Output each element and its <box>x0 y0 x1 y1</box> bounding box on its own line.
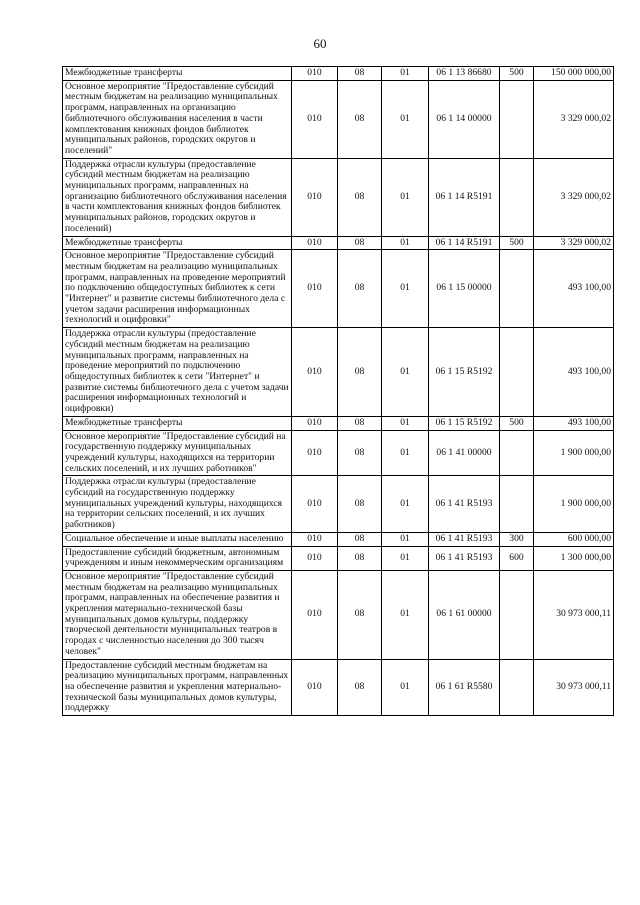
row-target-article: 06 1 13 86680 <box>429 67 500 81</box>
row-subsection: 01 <box>382 416 429 430</box>
row-section: 08 <box>338 328 382 417</box>
row-gov-code: 010 <box>292 570 338 659</box>
row-expense-type <box>500 430 534 476</box>
row-target-article: 06 1 14 00000 <box>429 80 500 158</box>
row-subsection: 01 <box>382 659 429 716</box>
row-gov-code: 010 <box>292 236 338 250</box>
row-name: Социальное обеспечение и иные выплаты населению <box>63 532 292 546</box>
row-gov-code: 010 <box>292 476 338 533</box>
row-section: 08 <box>338 158 382 236</box>
row-subsection: 01 <box>382 532 429 546</box>
row-gov-code: 010 <box>292 659 338 716</box>
row-section: 08 <box>338 570 382 659</box>
row-name: Основное мероприятие "Предоставление субсидий местным бюджетам на реализацию муниципальных программ, направленных на обеспечение развития и укрепления материально-технической базы муниципальных домов культуры, поддержку творческой деятельности муниципальных театров в городах с численностью населения до 300 тысяч человек" <box>63 570 292 659</box>
row-expense-type <box>500 250 534 328</box>
row-subsection: 01 <box>382 236 429 250</box>
table-row <box>63 570 614 659</box>
table-row <box>63 250 614 328</box>
row-subsection: 01 <box>382 546 429 570</box>
table-row <box>63 80 614 158</box>
row-gov-code: 010 <box>292 430 338 476</box>
row-expense-type <box>500 328 534 417</box>
row-subsection: 01 <box>382 67 429 81</box>
table-row <box>63 416 614 430</box>
row-expense-type <box>500 570 534 659</box>
row-target-article: 06 1 41 R5193 <box>429 546 500 570</box>
row-section: 08 <box>338 67 382 81</box>
table-row <box>63 236 614 250</box>
row-gov-code: 010 <box>292 416 338 430</box>
row-amount: 30 973 000,11 <box>534 570 614 659</box>
table-row <box>63 328 614 417</box>
table-row <box>63 476 614 533</box>
row-amount: 1 900 000,00 <box>534 476 614 533</box>
row-section: 08 <box>338 659 382 716</box>
row-amount: 150 000 000,00 <box>534 67 614 81</box>
row-section: 08 <box>338 236 382 250</box>
row-gov-code: 010 <box>292 532 338 546</box>
row-expense-type: 500 <box>500 416 534 430</box>
row-name: Поддержка отрасли культуры (предоставление субсидий местным бюджетам на реализацию муниципальных программ, направленных на проведение мероприятий по подключению общедоступных библиотек к сети "Интернет" и развитие системы библиотечного дела с учетом задачи расширения информационных технологий и оцифровки) <box>63 328 292 417</box>
row-expense-type <box>500 476 534 533</box>
row-amount: 3 329 000,02 <box>534 236 614 250</box>
row-name: Основное мероприятие "Предоставление субсидий местным бюджетам на реализацию муниципальных программ, направленных на организацию библиотечного обслуживания населения в части комплектования книжных фондов библиотек муниципальных районов, городских округов и поселений" <box>63 80 292 158</box>
row-gov-code: 010 <box>292 250 338 328</box>
row-amount: 1 900 000,00 <box>534 430 614 476</box>
row-section: 08 <box>338 416 382 430</box>
row-name: Основное мероприятие "Предоставление субсидий местным бюджетам на реализацию муниципальных программ, направленных на проведение мероприятий по подключению общедоступных библиотек к сети "Интернет" и развитие системы библиотечного дела с учетом задачи расширения информационных технологий и оцифровки" <box>63 250 292 328</box>
row-amount: 3 329 000,02 <box>534 80 614 158</box>
row-name: Поддержка отрасли культуры (предоставление субсидий местным бюджетам на реализацию муниципальных программ, направленных на организацию библиотечного обслуживания населения в части комплектования книжных фондов библиотек муниципальных районов, городских округов и поселений) <box>63 158 292 236</box>
row-name: Межбюджетные трансферты <box>63 416 292 430</box>
row-target-article: 06 1 15 00000 <box>429 250 500 328</box>
table-row <box>63 532 614 546</box>
row-section: 08 <box>338 250 382 328</box>
row-name: Межбюджетные трансферты <box>63 67 292 81</box>
row-target-article: 06 1 15 R5192 <box>429 328 500 417</box>
table-row <box>63 546 614 570</box>
row-amount: 600 000,00 <box>534 532 614 546</box>
row-target-article: 06 1 14 R5191 <box>429 236 500 250</box>
row-expense-type: 500 <box>500 236 534 250</box>
row-expense-type: 600 <box>500 546 534 570</box>
row-name: Основное мероприятие "Предоставление субсидий на государственную поддержку муниципальных учреждений культуры, находящихся на территории сельских поселений, и их лучших работников" <box>63 430 292 476</box>
row-amount: 493 100,00 <box>534 328 614 417</box>
row-section: 08 <box>338 532 382 546</box>
row-target-article: 06 1 14 R5191 <box>429 158 500 236</box>
row-amount: 493 100,00 <box>534 250 614 328</box>
table-row <box>63 158 614 236</box>
row-name: Межбюджетные трансферты <box>63 236 292 250</box>
row-section: 08 <box>338 430 382 476</box>
row-target-article: 06 1 61 R5580 <box>429 659 500 716</box>
table-row <box>63 430 614 476</box>
row-name: Предоставление субсидий местным бюджетам на реализацию муниципальных программ, направленных на обеспечение развития и укрепления материально-технической базы муниципальных домов культуры, поддержку <box>63 659 292 716</box>
row-name: Поддержка отрасли культуры (предоставление субсидий на государственную поддержку муниципальных учреждений культуры, находящихся на территории сельских поселений, и их лучших работников) <box>63 476 292 533</box>
row-subsection: 01 <box>382 328 429 417</box>
row-expense-type <box>500 158 534 236</box>
row-target-article: 06 1 41 00000 <box>429 430 500 476</box>
row-target-article: 06 1 61 00000 <box>429 570 500 659</box>
row-section: 08 <box>338 476 382 533</box>
budget-table <box>62 66 614 716</box>
row-amount: 493 100,00 <box>534 416 614 430</box>
table-row <box>63 659 614 716</box>
row-expense-type <box>500 80 534 158</box>
row-gov-code: 010 <box>292 80 338 158</box>
row-amount: 1 300 000,00 <box>534 546 614 570</box>
row-subsection: 01 <box>382 158 429 236</box>
row-expense-type: 500 <box>500 67 534 81</box>
row-gov-code: 010 <box>292 67 338 81</box>
row-target-article: 06 1 41 R5193 <box>429 476 500 533</box>
row-amount: 30 973 000,11 <box>534 659 614 716</box>
row-expense-type <box>500 659 534 716</box>
row-subsection: 01 <box>382 80 429 158</box>
row-subsection: 01 <box>382 430 429 476</box>
table-row <box>63 67 614 81</box>
row-expense-type: 300 <box>500 532 534 546</box>
row-target-article: 06 1 15 R5192 <box>429 416 500 430</box>
row-amount: 3 329 000,02 <box>534 158 614 236</box>
row-gov-code: 010 <box>292 328 338 417</box>
row-target-article: 06 1 41 R5193 <box>429 532 500 546</box>
row-gov-code: 010 <box>292 546 338 570</box>
row-subsection: 01 <box>382 570 429 659</box>
row-gov-code: 010 <box>292 158 338 236</box>
row-subsection: 01 <box>382 476 429 533</box>
row-subsection: 01 <box>382 250 429 328</box>
row-section: 08 <box>338 80 382 158</box>
row-section: 08 <box>338 546 382 570</box>
page-number: 60 <box>313 36 327 51</box>
row-name: Предоставление субсидий бюджетным, автономным учреждениям и иным некоммерческим организациям <box>63 546 292 570</box>
